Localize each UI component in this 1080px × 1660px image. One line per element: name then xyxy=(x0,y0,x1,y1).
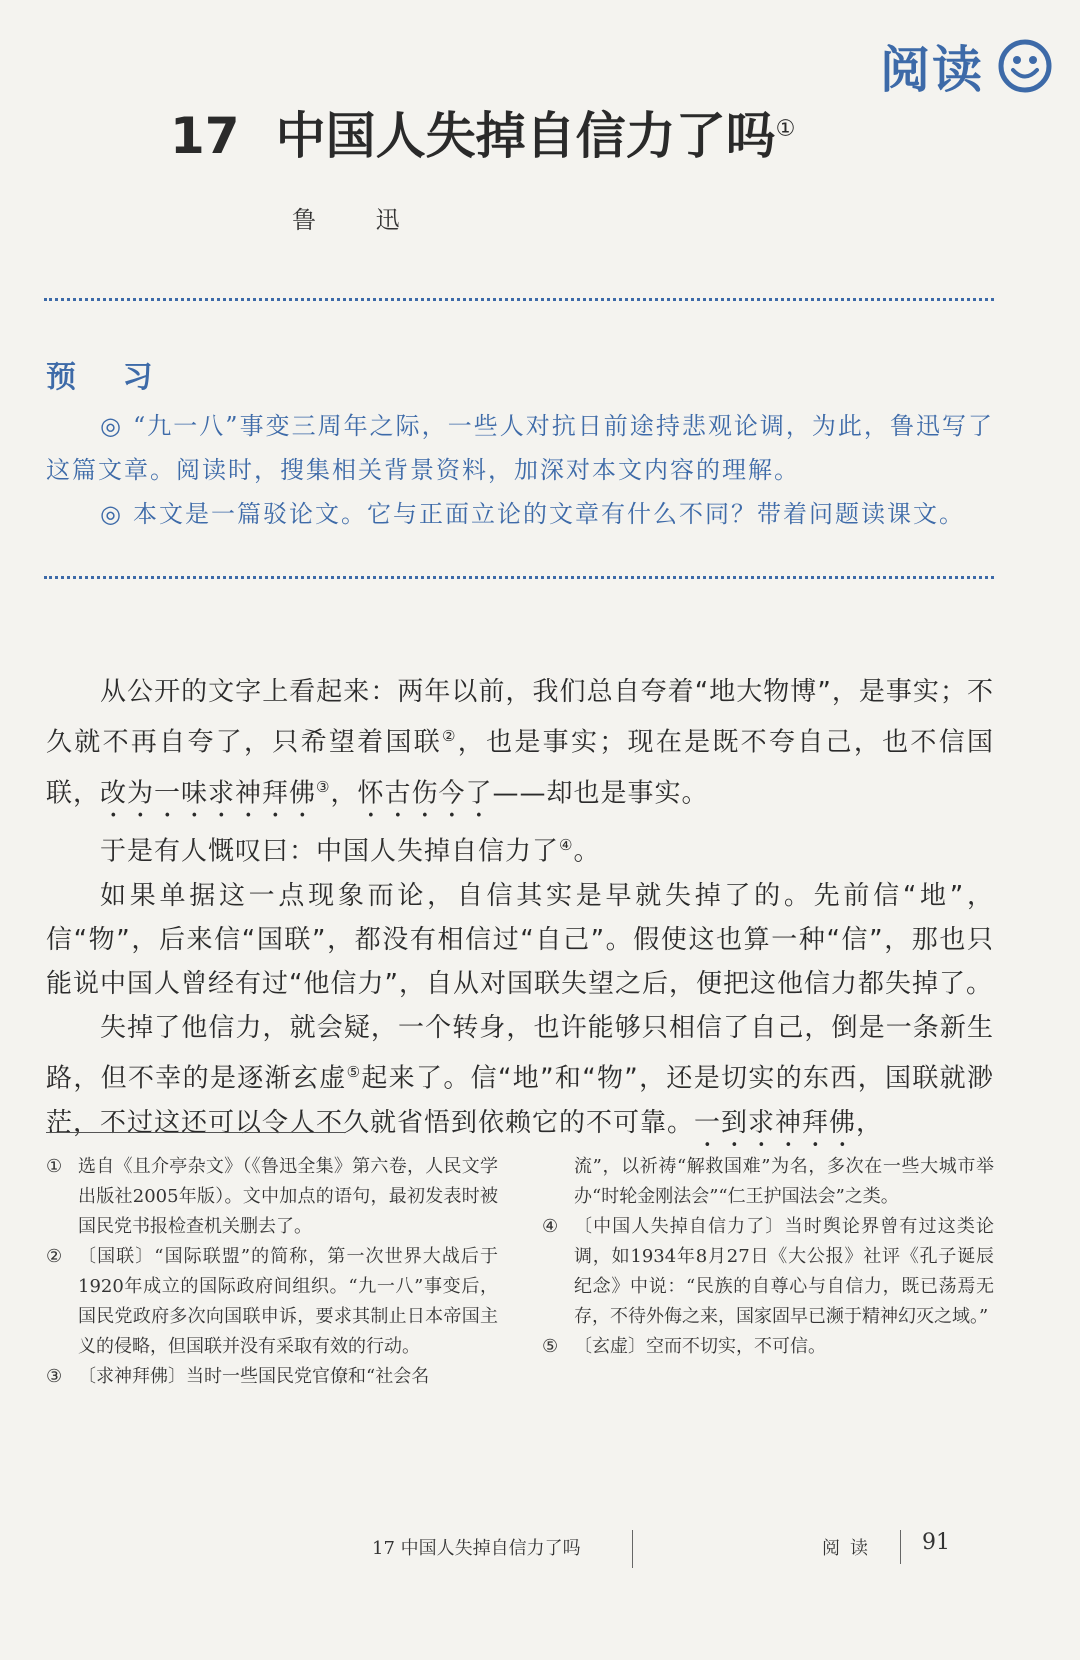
footnote: ① 选自《且介亭杂文》（《鲁迅全集》第六卷，人民文学出版社2005年版）。文中加点的语句，最初发表时被国民党书报检查机关删去了。 xyxy=(46,1156,498,1237)
paragraph: 如果单据这一点现象而论，自信其实是早就失掉了的。先前信“地”，信“物”，后来信“国联”，都没有相信过“自己”。假使这也算一种“信”，那也只能说中国人曾经有过“他信力”，自从对国联失望之后，便把这他信力都失掉了。 xyxy=(46,880,994,999)
emphasized-text: 怀古伤今了 xyxy=(357,778,493,809)
footnote: ⑤ 〔玄虚〕空而不切实，不可信。 xyxy=(542,1336,826,1357)
footnotes xyxy=(46,1152,996,1392)
footnote-continuation: 流”，以祈祷“解救国难”为名，多次在一些大城市举办“时轮金刚法会”“仁王护国法会”之类。 xyxy=(574,1156,994,1207)
preview-item: ◎ “九一八”事变三周年之际，一些人对抗日前途持悲观论调，为此，鲁迅写了这篇文章。阅读时，搜集相关背景资料，加深对本文内容的理解。 xyxy=(46,412,994,484)
footnote: ② 〔国联〕“国际联盟”的简称，第一次世界大战后于1920年成立的国际政府间组织。“九一八”事变后，国民党政府多次向国联申诉，要求其制止日本帝国主义的侵略，但国联并没有采取有效的行动。 xyxy=(46,1246,498,1357)
article-body xyxy=(46,670,994,1153)
page-number: 91 xyxy=(922,1530,950,1555)
divider-dotted-bottom xyxy=(44,576,994,579)
smiley-icon xyxy=(998,39,1052,93)
section-label: 阅读 xyxy=(880,41,984,99)
footnote: ③ 〔求神拜佛〕当时一些国民党官僚和“社会名 xyxy=(46,1366,430,1387)
lesson-title-text: 中国人失掉自信力了吗 xyxy=(275,107,776,165)
footnote-marker: ④ xyxy=(559,836,574,855)
footnote: ④ 〔中国人失掉自信力了〕当时舆论界曾有过这类论调，如1934年8月27日《大公报》社评《孔子诞辰纪念》中说：“民族的自尊心与自信力，既已荡焉无存，不待外侮之来，国家固早已濒于精神幻灭之域。” xyxy=(542,1216,994,1327)
preview-item: ◎ 本文是一篇驳论文。它与正面立论的文章有什么不同？带着问题读课文。 xyxy=(100,500,965,528)
footnote-marker: ② xyxy=(442,727,458,745)
footer-chapter: 17 中国人失掉自信力了吗 xyxy=(372,1538,581,1559)
lesson-title xyxy=(170,96,795,168)
footnote-rule xyxy=(46,1132,346,1133)
bullet-icon: ◎ xyxy=(100,412,123,440)
preview-heading: 预 习 xyxy=(46,360,171,395)
preview-box xyxy=(46,352,994,536)
author: 鲁 迅 xyxy=(292,206,426,234)
footer-divider xyxy=(900,1530,901,1564)
footer-section: 阅读 xyxy=(822,1538,878,1559)
lesson-number: 17 xyxy=(170,107,240,165)
paragraph: 于是有人慨叹曰：中国人失掉自信力了④。 xyxy=(100,836,601,867)
page-footer xyxy=(0,1530,1080,1570)
footer-divider xyxy=(632,1530,633,1568)
paragraph: 失掉了他信力，就会疑，一个转身，也许能够只相信了自己，倒是一条新生路，但不幸的是逐渐玄虚⑤起来了。信“地”和“物”，还是切实的东西，国联就渺茫，不过这还可以令人不久就省悟到依赖它的不可靠。一到求神拜佛， xyxy=(46,1012,994,1138)
paragraph: 从公开的文字上看起来：两年以前，我们总自夸着“地大物博”，是事实；不久就不再自夸了，只希望着国联②，也是事实；现在是既不夸自己，也不信国联，改为一味求神拜佛③，怀古伤今了——却也是事实。 xyxy=(46,677,994,809)
bullet-icon: ◎ xyxy=(100,500,123,528)
title-footnote-marker: ① xyxy=(775,116,796,142)
footnote-column-right xyxy=(542,1152,994,1392)
section-tag xyxy=(880,30,1052,102)
footnote-marker: ③ xyxy=(316,777,331,796)
divider-dotted-top xyxy=(44,298,994,301)
emphasized-text: 一到求神拜佛 xyxy=(694,1107,857,1138)
footnote-column-left xyxy=(46,1152,498,1392)
footnote-marker: ⑤ xyxy=(346,1062,362,1081)
emphasized-text: 改为一味求神拜佛 xyxy=(100,778,317,809)
